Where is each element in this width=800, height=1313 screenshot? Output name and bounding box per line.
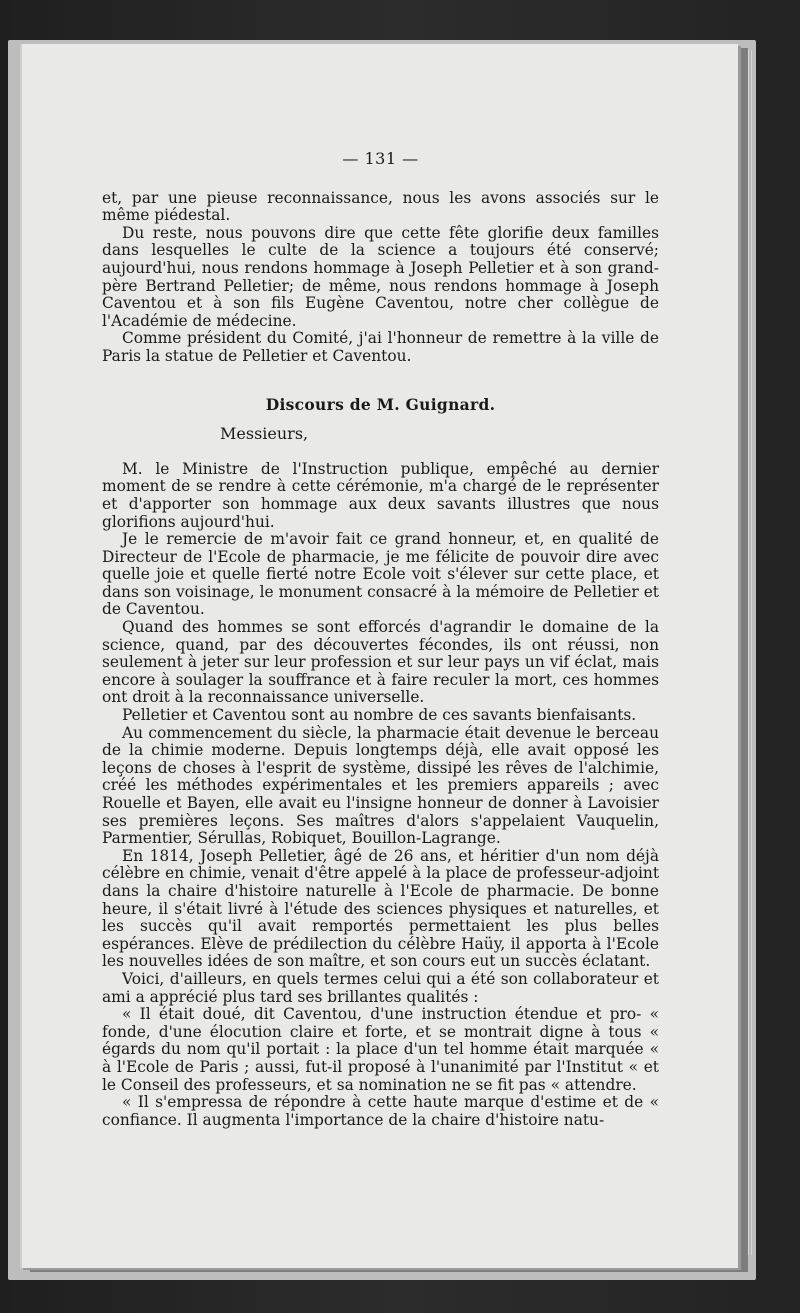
- page-edges: [736, 50, 752, 1255]
- paragraph: Du reste, nous pouvons dire que cette fête glorifie deux familles dans lesquelles le culte de la science a toujours été conservé; aujourd'hui, nous rendons hommage à Joseph Pelletier et à son grand-père Bertrand Pelletier; de même, nous rendons hommage à Joseph Caventou et à son fils Eugène Caventou, notre cher collègue de l'Académie de médecine.: [102, 223, 659, 330]
- quotation: « Il s'empressa de répondre à cette haute marque d'estime et de « confiance. Il augmenta l'importance de la chaire d'histoire natu-: [102, 1093, 659, 1129]
- paragraph: et, par une pieuse reconnaissance, nous les avons associés sur le même piédestal.: [102, 188, 659, 225]
- paragraph: M. le Ministre de l'Instruction publique, empêché au dernier moment de se rendre à cette cérémonie, m'a chargé de le représenter et d'apporter son hommage aux deux savants illustres que nous glorifions aujourd'hui.: [102, 459, 659, 531]
- paragraph: Je le remercie de m'avoir fait ce grand honneur, et, en qualité de Directeur de l'Ecole de pharmacie, je me félicite de pouvoir dire avec quelle joie et quelle fierté notre Ecole voit s'élever sur cette place, et dans son voisinage, le monument consacré à la mémoire de Pelletier et de Caventou.: [102, 530, 659, 619]
- paragraph: En 1814, Joseph Pelletier, âgé de 26 ans, et héritier d'un nom déjà célèbre en chimie, venait d'être appelé à la place de professeur-adjoint dans la chaire d'histoire naturelle à l'Ecole de pharmacie. De bonne heure, il s'était livré à l'étude des sciences physiques et naturelles, et les succès qu'il avait remportés permettaient les plus belles espérances. Elève de prédilection du célèbre Haüy, il apporta à l'Ecole les nouvelles idées de son maître, et son cours eut un succès éclatant.: [102, 846, 659, 971]
- quotation: « Il était doué, dit Caventou, d'une instruction étendue et pro- « fonde, d'une élocution claire et forte, et se montrait digne à tous « égards du nom qu'il portait : la place d'un tel homme était marquée « à l'Ecole de Paris ; aussi, fut-il proposé à l'unanimité par l'Institut « et le Conseil des professeurs, et sa nomination ne se fit pas « attendre.: [102, 1005, 659, 1094]
- paragraph: Pelletier et Caventou sont au nombre de ces savants bienfaisants.: [122, 706, 637, 725]
- speech-heading: Discours de M. Guignard.: [265, 394, 496, 414]
- paragraph: Voici, d'ailleurs, en quels termes celui qui a été son collaborateur et ami a apprécié plus tard ses brillantes qualités :: [102, 969, 659, 1006]
- paragraph: Au commencement du siècle, la pharmacie était devenue le berceau de la chimie moderne. Depuis longtemps déjà, elle avait opposé les leçons de choses à l'esprit de système, dissipé les rêves de l'alchimie, créé les méthodes expérimentales et les premiers appareils ; avec Rouelle et Bayen, elle avait eu l'insigne honneur de donner à Lavoisier ses premières leçons. Ses maîtres d'alors s'appelaient Vauquelin, Parmentier, Sérullas, Robiquet, Bouillon-Lagrange.: [102, 723, 659, 848]
- salutation: Messieurs,: [220, 424, 309, 444]
- page-text: [102, 150, 659, 1129]
- paragraph: Quand des hommes se sont efforcés d'agrandir le domaine de la science, quand, par des découvertes fécondes, ils ont réussi, non seulement à jeter sur leur profession et sur leur pays un vif éclat, mais encore à soulager la souffrance et à faire reculer la mort, ces hommes ont droit à la reconnaissance universelle.: [102, 618, 659, 707]
- page-number: — 131 —: [342, 149, 419, 168]
- paragraph: Comme président du Comité, j'ai l'honneur de remettre à la ville de Paris la statue de Pelletier et Caventou.: [102, 329, 659, 365]
